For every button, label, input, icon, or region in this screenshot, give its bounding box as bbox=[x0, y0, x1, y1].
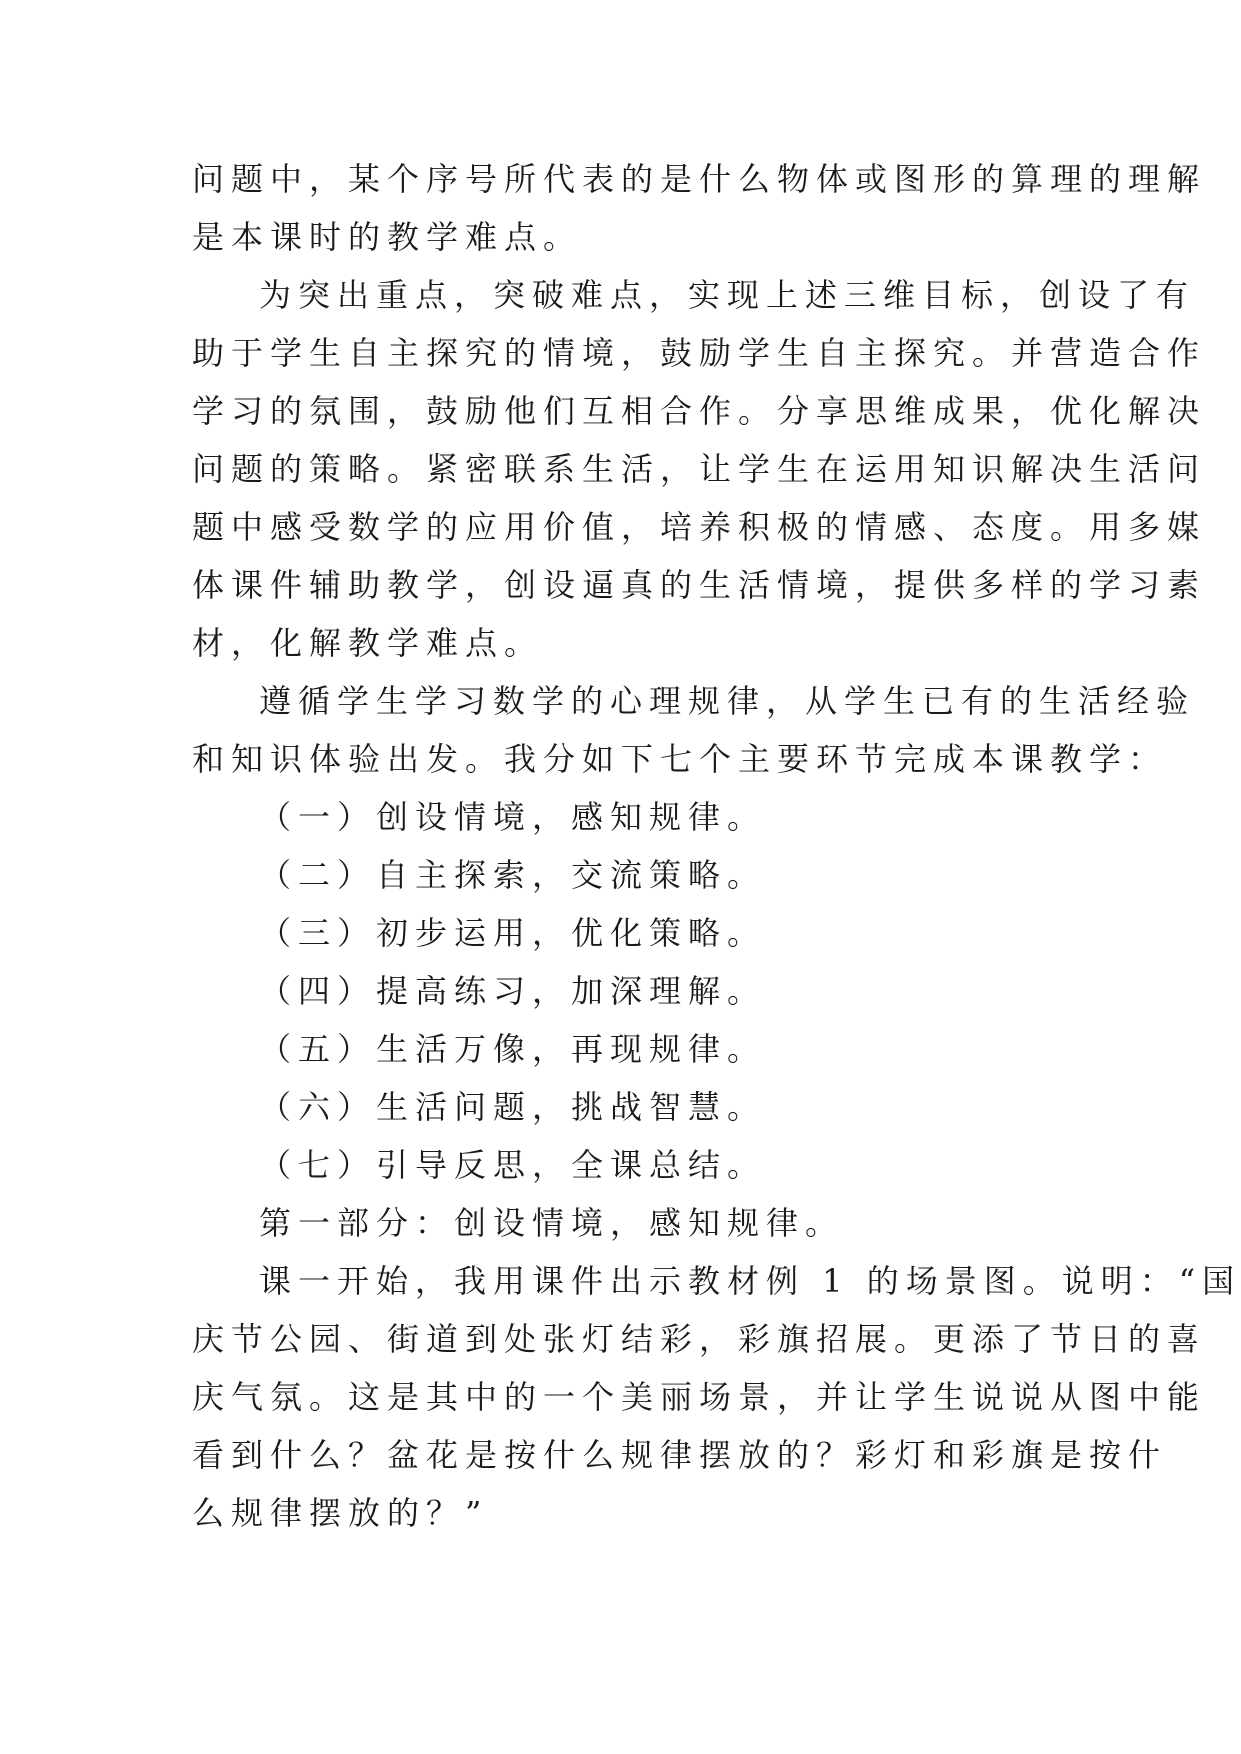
list-item: （七）引导反思，全课总结。 bbox=[259, 1146, 767, 1184]
text-line: 看到什么？盆花是按什么规律摆放的？彩灯和彩旗是按什 bbox=[192, 1436, 1168, 1474]
list-item: （四）提高练习，加深理解。 bbox=[259, 972, 767, 1010]
text-line: 是本课时的教学难点。 bbox=[192, 218, 583, 256]
list-item: （三）初步运用，优化策略。 bbox=[259, 914, 767, 952]
text-line: 问题的策略。紧密联系生活，让学生在运用知识解决生活问 bbox=[192, 450, 1207, 488]
text-line: 题中感受数学的应用价值，培养积极的情感、态度。用多媒 bbox=[192, 508, 1207, 546]
list-item: （一）创设情境，感知规律。 bbox=[259, 798, 767, 836]
list-item: （六）生活问题，挑战智慧。 bbox=[259, 1088, 767, 1126]
text-line: 助于学生自主探究的情境，鼓励学生自主探究。并营造合作 bbox=[192, 334, 1207, 372]
text-line: 庆节公园、街道到处张灯结彩，彩旗招展。更添了节日的喜 bbox=[192, 1320, 1207, 1358]
text-line: 问题中，某个序号所代表的是什么物体或图形的算理的理解 bbox=[192, 160, 1207, 198]
section-heading: 第一部分：创设情境，感知规律。 bbox=[259, 1204, 845, 1242]
text-line: 学习的氛围，鼓励他们互相合作。分享思维成果，优化解决 bbox=[192, 392, 1207, 430]
document-body bbox=[192, 150, 1241, 1542]
text-line: 么规律摆放的？” bbox=[192, 1494, 489, 1532]
text-line: 和知识体验出发。我分如下七个主要环节完成本课教学： bbox=[192, 740, 1168, 778]
paragraph-start-line: 课一开始，我用课件出示教材例 1 的场景图。说明：“国 bbox=[259, 1262, 1241, 1300]
text-line: 材，化解教学难点。 bbox=[192, 624, 544, 662]
text-line: 体课件辅助教学，创设逼真的生活情境，提供多样的学习素 bbox=[192, 566, 1207, 604]
paragraph-start-line: 为突出重点，突破难点，实现上述三维目标，创设了有 bbox=[259, 276, 1196, 314]
list-item: （二）自主探索，交流策略。 bbox=[259, 856, 767, 894]
text-line: 庆气氛。这是其中的一个美丽场景，并让学生说说从图中能 bbox=[192, 1378, 1207, 1416]
paragraph-start-line: 遵循学生学习数学的心理规律，从学生已有的生活经验 bbox=[259, 682, 1196, 720]
list-item: （五）生活万像，再现规律。 bbox=[259, 1030, 767, 1068]
